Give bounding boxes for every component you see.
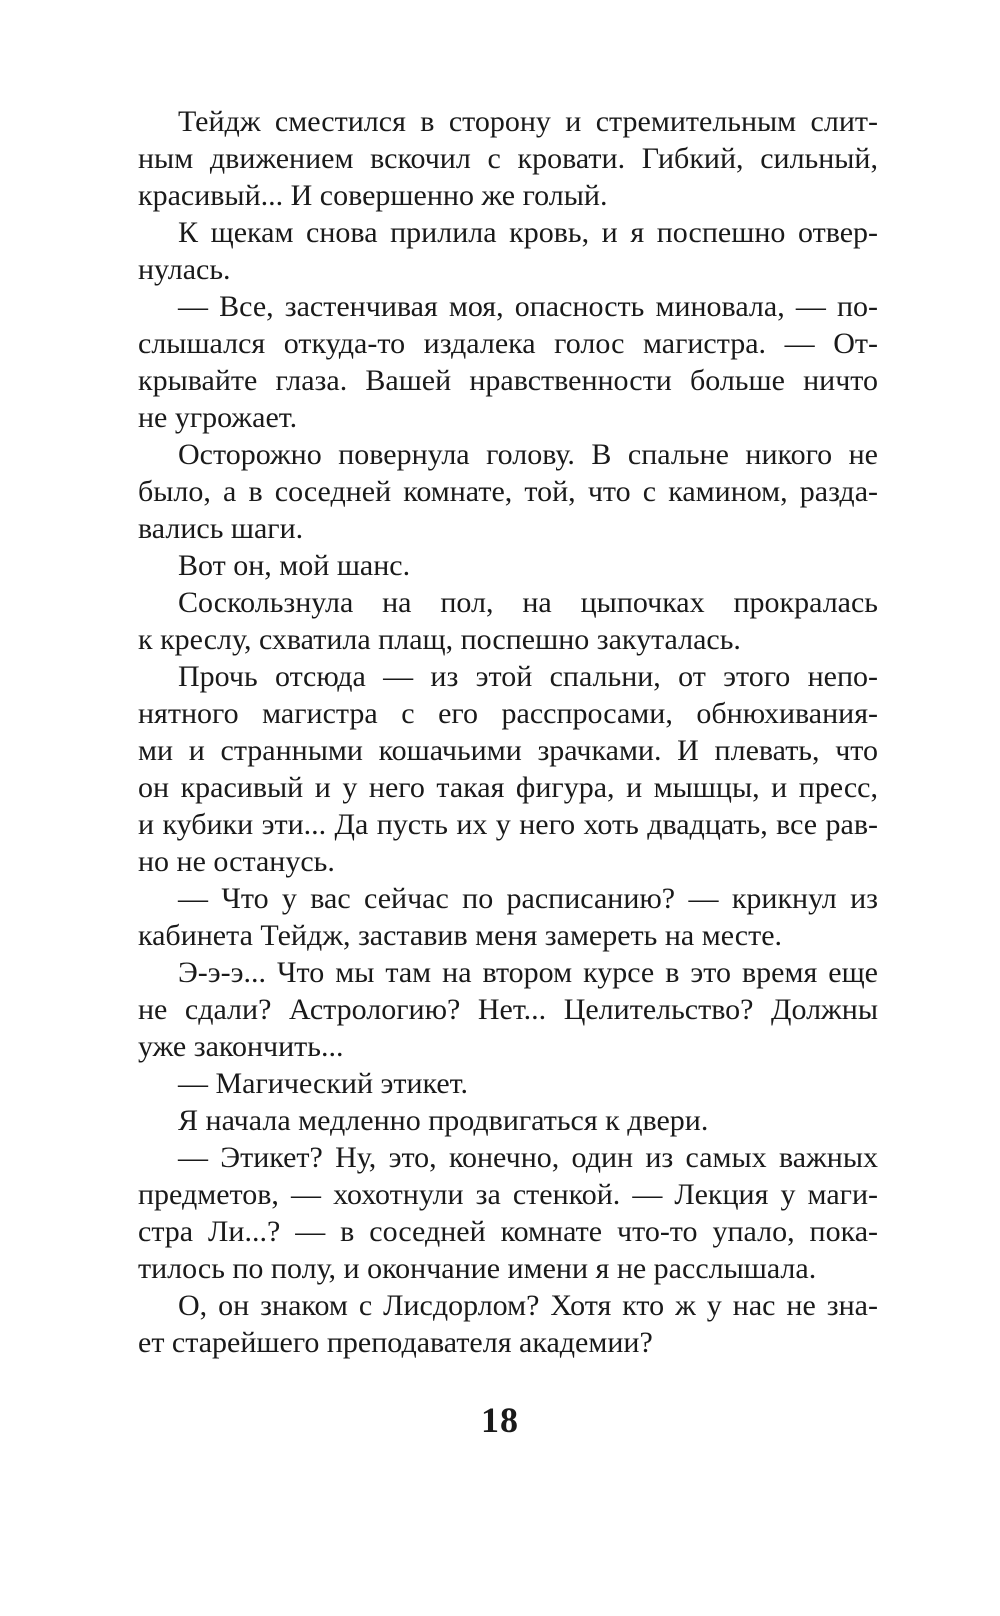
text-line: не угрожает.	[138, 401, 298, 434]
body-text	[138, 103, 878, 1361]
text-line: тилось по полу, и окончание имени я не расслышала.	[138, 1252, 817, 1285]
text-line: Тейдж сместился в сторону и стремительным слит-	[178, 105, 878, 138]
text-line: было, а в соседней комнате, той, что с камином, разда-	[138, 475, 878, 508]
text-line: ми и странными кошачьими зрачками. И плевать, что	[138, 734, 878, 767]
text-line: Э-э-э... Что мы там на втором курсе в это время еще	[178, 956, 878, 989]
text-line: ным движением вскочил с кровати. Гибкий, сильный,	[138, 142, 878, 175]
text-line: и кубики эти... Да пусть их у него хоть двадцать, все рав-	[138, 808, 878, 841]
text-line: — Этикет? Ну, это, конечно, один из самых важных	[178, 1141, 878, 1174]
text-line: Соскользнула на пол, на цыпочках прокралась	[178, 586, 878, 619]
text-line: кабинета Тейдж, заставив меня замереть на месте.	[138, 919, 783, 952]
text-line: уже закончить...	[138, 1030, 344, 1063]
text-line: он красивый и у него такая фигура, и мышцы, и пресс,	[138, 771, 878, 804]
text-line: нулась.	[138, 253, 231, 286]
text-line: нятного магистра с его расспросами, обнюхивания-	[138, 697, 878, 730]
text-line: Осторожно повернула голову. В спальне никого не	[178, 438, 878, 471]
text-line: вались шаги.	[138, 512, 304, 545]
text-line: — Что у вас сейчас по расписанию? — крикнул из	[178, 882, 878, 915]
text-line: — Все, застенчивая моя, опасность миновала, — по-	[178, 290, 878, 323]
text-line: К щекам снова прилила кровь, и я поспешно отвер-	[178, 216, 878, 249]
text-line: Вот он, мой шанс.	[178, 549, 411, 582]
text-line: к креслу, схватила плащ, поспешно закуталась.	[138, 623, 741, 656]
text-line: но не останусь.	[138, 845, 335, 878]
text-line: не сдали? Астрологию? Нет... Целительство? Должны	[138, 993, 878, 1026]
text-line: Прочь отсюда — из этой спальни, от этого непо-	[178, 660, 878, 693]
text-line: стра Ли...? — в соседней комнате что-то упало, пока-	[138, 1215, 878, 1248]
text-line: ет старейшего преподавателя академии?	[138, 1326, 653, 1359]
text-line: красивый... И совершенно же голый.	[138, 179, 608, 212]
page-number: 18	[481, 1400, 519, 1440]
text-line: крывайте глаза. Вашей нравственности больше ничто	[138, 364, 878, 397]
text-line: О, он знаком с Лисдорлом? Хотя кто ж у нас не зна-	[178, 1289, 878, 1322]
text-line: Я начала медленно продвигаться к двери.	[178, 1104, 709, 1137]
text-line: слышался откуда-то издалека голос магистра. — От-	[138, 327, 878, 360]
text-line: предметов, — хохотнули за стенкой. — Лекция у маги-	[138, 1178, 878, 1211]
text-line: — Магический этикет.	[178, 1067, 469, 1100]
